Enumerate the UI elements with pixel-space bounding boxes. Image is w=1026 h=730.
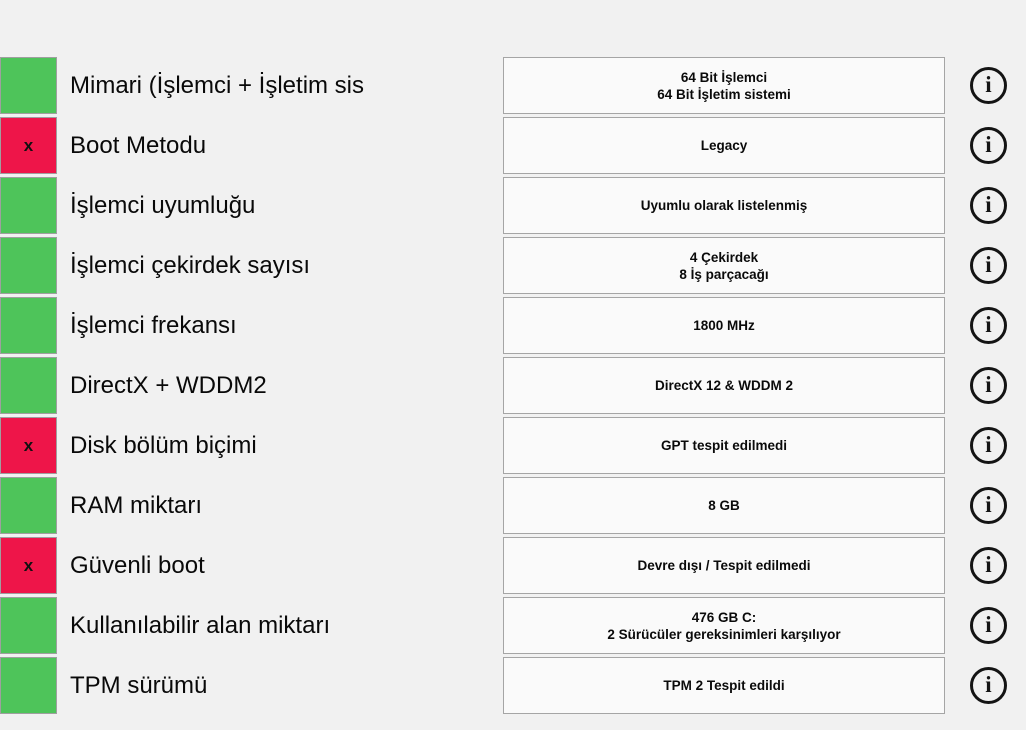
status-indicator: [0, 537, 57, 594]
status-indicator: [0, 417, 57, 474]
check-row: [0, 417, 1026, 474]
check-row: [0, 657, 1026, 714]
check-row: [0, 477, 1026, 534]
check-value-line: 1800 MHz: [693, 318, 755, 333]
check-label: Mimari (İşlemci + İşletim sis: [70, 71, 365, 99]
compatibility-checklist: [0, 57, 1026, 717]
check-value-line: Uyumlu olarak listelenmiş: [640, 198, 808, 213]
info-button[interactable]: [970, 67, 1007, 104]
check-label: Güvenli boot: [70, 551, 205, 579]
check-label: İşlemci frekansı: [70, 311, 237, 339]
check-row: [0, 177, 1026, 234]
check-label: TPM sürümü: [70, 671, 208, 699]
status-indicator: [0, 177, 57, 234]
status-indicator: [0, 597, 57, 654]
info-button[interactable]: [970, 547, 1007, 584]
info-icon: i: [985, 612, 992, 637]
check-value-line: 64 Bit İşlemci: [680, 69, 768, 85]
status-indicator: [0, 297, 57, 354]
check-value-line: TPM 2 Tespit edildi: [663, 678, 785, 693]
check-row: [0, 537, 1026, 594]
fail-x-mark: x: [23, 556, 34, 575]
info-button[interactable]: [970, 247, 1007, 284]
info-button[interactable]: [970, 367, 1007, 404]
info-button[interactable]: [970, 307, 1007, 344]
check-value-box: [503, 657, 945, 714]
status-indicator: [0, 117, 57, 174]
fail-x-mark: x: [23, 436, 34, 455]
check-value-box: [503, 297, 945, 354]
status-indicator: [0, 477, 57, 534]
check-value-line: Devre dışı / Tespit edilmedi: [637, 558, 811, 573]
check-label: Boot Metodu: [70, 131, 207, 159]
check-value-box: [503, 537, 945, 594]
check-value-line: 64 Bit İşletim sistemi: [657, 86, 791, 102]
check-value-line: 476 GB C:: [691, 609, 757, 625]
check-value-box: [503, 597, 945, 654]
check-label: İşlemci uyumluğu: [70, 191, 256, 219]
check-row: [0, 597, 1026, 654]
info-button[interactable]: [970, 487, 1007, 524]
check-value-box: [503, 177, 945, 234]
check-row: [0, 117, 1026, 174]
check-value-box: [503, 57, 945, 114]
check-value-box: [503, 477, 945, 534]
info-button[interactable]: [970, 427, 1007, 464]
info-button[interactable]: [970, 667, 1007, 704]
info-icon: i: [985, 552, 992, 577]
info-icon: i: [985, 252, 992, 277]
check-value-box: [503, 417, 945, 474]
check-value-line: GPT tespit edilmedi: [660, 438, 788, 453]
info-button[interactable]: [970, 187, 1007, 224]
check-value-line: 8 GB: [708, 498, 740, 513]
check-label: Kullanılabilir alan miktarı: [70, 611, 331, 639]
info-button[interactable]: [970, 127, 1007, 164]
check-value-box: [503, 237, 945, 294]
check-row: [0, 357, 1026, 414]
info-icon: i: [985, 132, 992, 157]
check-value-line: 2 Sürücüler gereksinimleri karşılıyor: [607, 626, 841, 642]
info-icon: i: [985, 672, 992, 697]
fail-x-mark: x: [23, 136, 34, 155]
check-label: İşlemci çekirdek sayısı: [70, 251, 311, 279]
check-value-box: [503, 357, 945, 414]
check-row: [0, 297, 1026, 354]
check-label: RAM miktarı: [70, 491, 202, 519]
check-row: [0, 237, 1026, 294]
info-button[interactable]: [970, 607, 1007, 644]
info-icon: i: [985, 372, 992, 397]
info-icon: i: [985, 312, 992, 337]
check-value-line: DirectX 12 & WDDM 2: [654, 378, 794, 393]
status-indicator: [0, 57, 57, 114]
status-indicator: [0, 237, 57, 294]
status-indicator: [0, 357, 57, 414]
status-indicator: [0, 657, 57, 714]
info-icon: i: [985, 492, 992, 517]
check-value-line: 4 Çekirdek: [689, 249, 759, 265]
check-value-box: [503, 117, 945, 174]
check-label: Disk bölüm biçimi: [70, 431, 257, 459]
check-value-line: 8 İş parçacağı: [679, 266, 769, 282]
check-row: [0, 57, 1026, 114]
info-icon: i: [985, 192, 992, 217]
info-icon: i: [985, 72, 992, 97]
check-value-line: Legacy: [700, 138, 748, 153]
info-icon: i: [985, 432, 992, 457]
check-label: DirectX + WDDM2: [70, 371, 267, 399]
